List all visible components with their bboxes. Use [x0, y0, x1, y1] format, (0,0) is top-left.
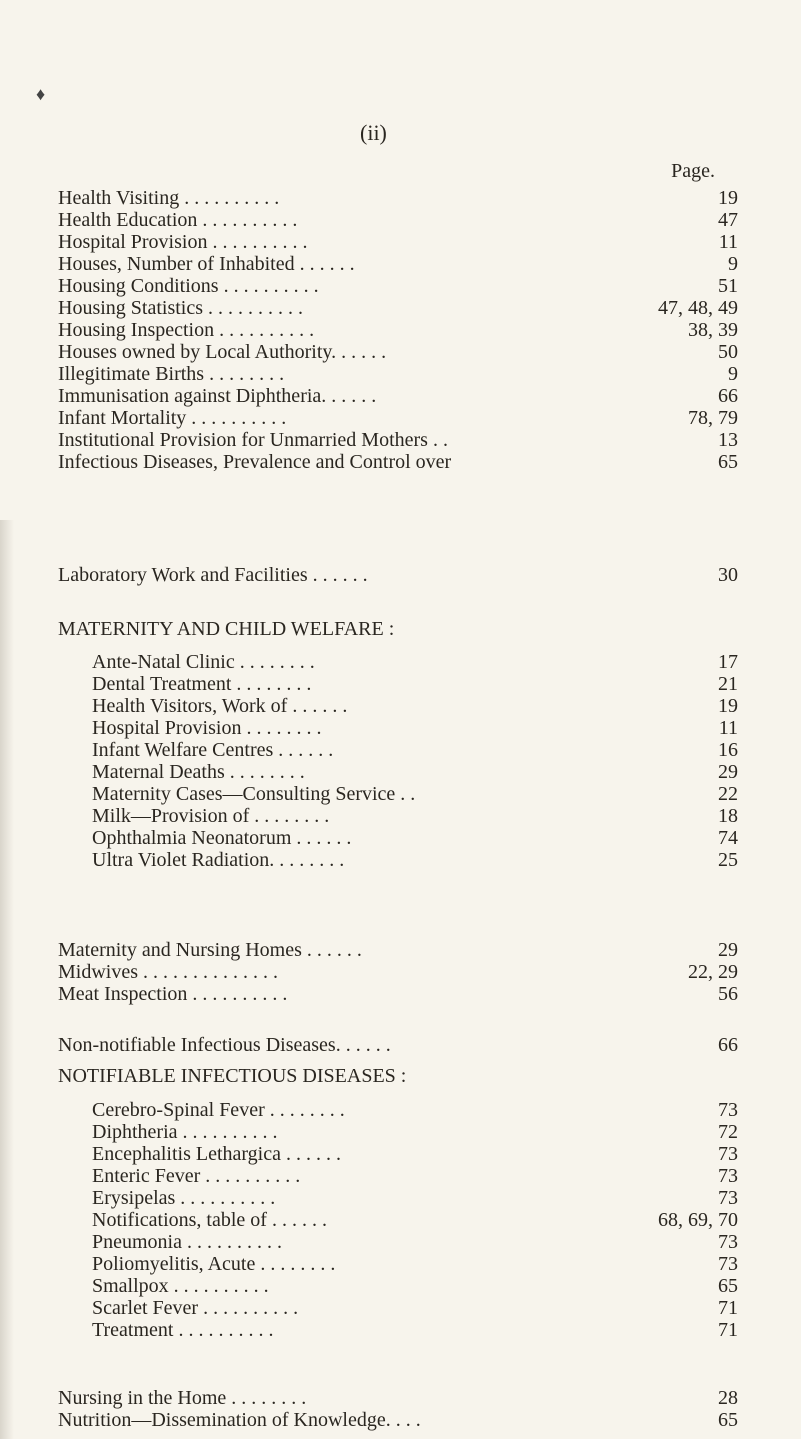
index-entry [58, 428, 738, 452]
index-entry [92, 1318, 738, 1342]
index-entry [92, 1296, 738, 1320]
entry-label: Health Education . . . . . . . . . . [58, 209, 298, 231]
entry-label: Ultra Violet Radiation. . . . . . . . [92, 849, 345, 871]
entry-pages: 38, 39 [688, 319, 738, 341]
entry-pages: 16 [718, 739, 738, 761]
index-entry [92, 672, 738, 696]
entry-pages: 29 [718, 939, 738, 961]
entry-label: Infant Welfare Centres . . . . . . [92, 739, 334, 761]
entry-label: Maternity and Nursing Homes . . . . . . [58, 939, 362, 961]
entry-pages: 19 [718, 187, 738, 209]
index-entry [58, 1386, 738, 1410]
entry-label: Hospital Provision . . . . . . . . . . [58, 231, 308, 253]
entry-pages: 72 [718, 1121, 738, 1143]
entry-label: Infant Mortality . . . . . . . . . . [58, 407, 287, 429]
entry-label: Scarlet Fever . . . . . . . . . . [92, 1297, 299, 1319]
entry-pages: 11 [718, 231, 738, 253]
index-entry [58, 406, 738, 430]
index-entry [58, 960, 738, 984]
entry-pages: 65 [718, 1409, 738, 1431]
index-entry [58, 340, 738, 364]
index-entry [58, 450, 738, 474]
entry-label: Illegitimate Births . . . . . . . . [58, 363, 285, 385]
entry-label: Encephalitis Lethargica . . . . . . [92, 1143, 341, 1165]
entry-label: Infectious Diseases, Prevalence and Control over [58, 451, 452, 473]
index-entry [92, 1120, 738, 1144]
page-column-heading: Page. [671, 160, 715, 182]
entry-label: Dental Treatment . . . . . . . . [92, 673, 312, 695]
entry-label: Housing Statistics . . . . . . . . . . [58, 297, 304, 319]
index-entry [92, 1186, 738, 1210]
entry-label: Housing Conditions . . . . . . . . . . [58, 275, 319, 297]
entry-pages: 28 [718, 1387, 738, 1409]
page-edge-shadow [0, 520, 14, 1439]
entry-pages: 73 [718, 1187, 738, 1209]
entry-label: Diphtheria . . . . . . . . . . [92, 1121, 278, 1143]
index-entry [92, 848, 738, 872]
maternity-heading: MATERNITY AND CHILD WELFARE : [58, 618, 395, 640]
ink-mark: ♦ [36, 84, 46, 104]
entry-pages: 22, 29 [688, 961, 738, 983]
index-entry [58, 982, 738, 1006]
index-entry [58, 230, 738, 254]
entry-label: Health Visitors, Work of . . . . . . [92, 695, 348, 717]
index-entry [92, 1252, 738, 1276]
index-entry [92, 760, 738, 784]
index-entry [92, 1164, 738, 1188]
entry-pages: 9 [728, 253, 738, 275]
entry-pages: 51 [718, 275, 738, 297]
index-entry [92, 782, 738, 806]
index-entry [92, 826, 738, 850]
index-entry [92, 1208, 738, 1232]
entry-pages: 66 [718, 1034, 738, 1056]
entry-label: Enteric Fever . . . . . . . . . . [92, 1165, 301, 1187]
entry-label: Ante-Natal Clinic . . . . . . . . [92, 651, 315, 673]
entry-pages: 22 [718, 783, 738, 805]
entry-label: Institutional Provision for Unmarried Mothers . . [58, 429, 448, 451]
entry-label: Health Visiting . . . . . . . . . . [58, 187, 280, 209]
index-entry-non-notifiable [58, 1033, 738, 1057]
entry-label: Erysipelas . . . . . . . . . . [92, 1187, 276, 1209]
entry-label: Pneumonia . . . . . . . . . . [92, 1231, 282, 1253]
entry-pages: 18 [718, 805, 738, 827]
entry-pages: 66 [718, 385, 738, 407]
index-entry [58, 274, 738, 298]
index-entry [58, 252, 738, 276]
index-entry [92, 650, 738, 674]
entry-pages: 25 [718, 849, 738, 871]
index-entry [58, 318, 738, 342]
index-entry [58, 208, 738, 232]
index-entry [92, 1142, 738, 1166]
index-entry [92, 1274, 738, 1298]
entry-pages: 71 [718, 1297, 738, 1319]
entry-label: Laboratory Work and Facilities . . . . . . [58, 564, 368, 586]
index-entry [92, 804, 738, 828]
index-entry [58, 296, 738, 320]
entry-label: Housing Inspection . . . . . . . . . . [58, 319, 315, 341]
entry-pages: 47 [718, 209, 738, 231]
entry-label: Maternal Deaths . . . . . . . . [92, 761, 305, 783]
entry-label: Notifications, table of . . . . . . [92, 1209, 327, 1231]
entry-pages: 78, 79 [688, 407, 738, 429]
entry-label: Nursing in the Home . . . . . . . . [58, 1387, 307, 1409]
entry-pages: 30 [718, 564, 738, 586]
index-entry [58, 362, 738, 386]
notifiable-heading: NOTIFIABLE INFECTIOUS DISEASES : [58, 1065, 407, 1087]
entry-label: Ophthalmia Neonatorum . . . . . . [92, 827, 352, 849]
index-entry [58, 186, 738, 210]
entry-label: Houses, Number of Inhabited . . . . . . [58, 253, 355, 275]
page-number: (ii) [360, 120, 387, 145]
entry-pages: 29 [718, 761, 738, 783]
index-entry [58, 1408, 738, 1432]
entry-label: Milk—Provision of . . . . . . . . [92, 805, 330, 827]
entry-pages: 74 [718, 827, 738, 849]
index-entry [92, 738, 738, 762]
entry-pages: 13 [718, 429, 738, 451]
entry-label: Smallpox . . . . . . . . . . [92, 1275, 269, 1297]
entry-pages: 21 [718, 673, 738, 695]
entry-label: Immunisation against Diphtheria. . . . . . [58, 385, 377, 407]
entry-pages: 17 [718, 651, 738, 673]
entry-label: Hospital Provision . . . . . . . . [92, 717, 322, 739]
entry-pages: 47, 48, 49 [658, 297, 738, 319]
entry-pages: 50 [718, 341, 738, 363]
entry-pages: 56 [718, 983, 738, 1005]
index-entry-laboratory [58, 563, 738, 587]
entry-label: Meat Inspection . . . . . . . . . . [58, 983, 288, 1005]
index-entry [92, 1230, 738, 1254]
entry-label: Non-notifiable Infectious Diseases. . . . . . [58, 1034, 391, 1056]
index-entry [92, 716, 738, 740]
entry-pages: 73 [718, 1253, 738, 1275]
entry-label: Maternity Cases—Consulting Service . . [92, 783, 416, 805]
entry-pages: 65 [718, 1275, 738, 1297]
entry-pages: 71 [718, 1319, 738, 1341]
index-entry [58, 384, 738, 408]
index-entry [92, 694, 738, 718]
entry-pages: 73 [718, 1231, 738, 1253]
entry-pages: 73 [718, 1165, 738, 1187]
entry-pages: 11 [718, 717, 738, 739]
index-entry [58, 938, 738, 962]
entry-label: Midwives . . . . . . . . . . . . . . [58, 961, 278, 983]
entry-label: Poliomyelitis, Acute . . . . . . . . [92, 1253, 336, 1275]
entry-label: Treatment . . . . . . . . . . [92, 1319, 274, 1341]
entry-label: Cerebro-Spinal Fever . . . . . . . . [92, 1099, 345, 1121]
entry-label: Nutrition—Dissemination of Knowledge. . . . [58, 1409, 421, 1431]
entry-pages: 9 [728, 363, 738, 385]
entry-pages: 73 [718, 1143, 738, 1165]
index-entry [92, 1098, 738, 1122]
entry-pages: 19 [718, 695, 738, 717]
entry-pages: 68, 69, 70 [658, 1209, 738, 1231]
entry-label: Houses owned by Local Authority. . . . . . [58, 341, 387, 363]
entry-pages: 65 [718, 451, 738, 473]
entry-pages: 73 [718, 1099, 738, 1121]
